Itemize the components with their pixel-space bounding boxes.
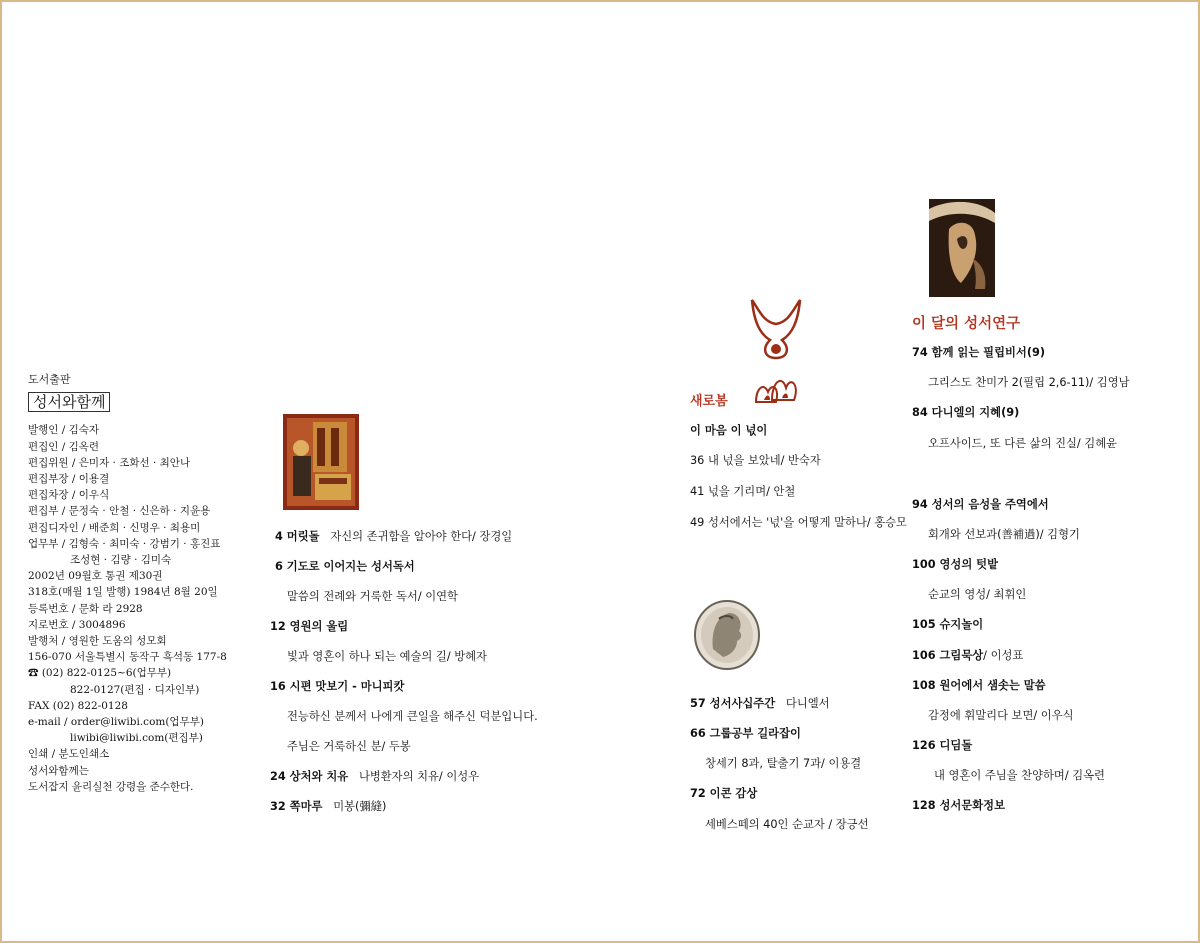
toc-entry-sub[interactable]: 그리스도 찬미가 2(필립 2,6-11)/ 김영남 xyxy=(928,376,1130,389)
colophon-line: 822-0127(편집 · 디자인부) xyxy=(70,683,200,696)
colophon-line: 2002년 09월호 통권 제30권 xyxy=(28,570,163,583)
toc-entry-sub[interactable]: 41 넋을 기리며/ 안철 xyxy=(690,485,796,498)
colophon-line: 편집차장 / 이우식 xyxy=(28,489,110,502)
entry-number: 57 성서사십주간 xyxy=(690,697,776,710)
toc-entry-sub[interactable]: 49 성서에서는 '넋'을 어떻게 말하나/ 홍승모 xyxy=(690,516,907,529)
toc-entry[interactable]: 6 기도로 이어지는 성서독서 xyxy=(275,560,415,573)
toc-entry-sub[interactable]: 주님은 거룩하신 분/ 두봉 xyxy=(287,740,411,753)
toc-entry-sub[interactable]: 회개와 선보과(善補過)/ 김형기 xyxy=(928,528,1080,541)
publisher-logo: 성서와함께 xyxy=(28,392,110,412)
figure-artwork-image xyxy=(929,199,995,297)
colophon-line: 편집부장 / 이용결 xyxy=(28,473,110,486)
colophon-line: 업무부 / 김형숙 · 최미숙 · 강범기 · 홍진표 xyxy=(28,537,221,550)
colophon-line: 편집디자인 / 배준희 · 신명우 · 최용미 xyxy=(28,521,201,534)
entry-title: 다니엘서 xyxy=(785,697,830,710)
toc-entry[interactable] xyxy=(690,695,830,711)
toc-entry-sub[interactable]: 감정에 휘말리다 보면/ 이우식 xyxy=(928,709,1074,722)
section-heading-saerobom: 새로봄 xyxy=(690,394,728,409)
colophon-line: 발행인 / 김숙자 xyxy=(28,424,100,437)
toc-entry[interactable] xyxy=(912,647,1023,663)
publisher-info xyxy=(28,372,227,795)
colophon-line: 발행처 / 영원한 도움의 성모회 xyxy=(28,635,167,648)
toc-entry-sub[interactable]: 말씀의 전례와 거룩한 독서/ 이연학 xyxy=(287,590,458,603)
toc-entry[interactable]: 이 마음 이 넋이 xyxy=(690,424,768,437)
entry-number: 24 상처와 치유 xyxy=(270,770,349,783)
toc-entry-sub[interactable]: 순교의 영성/ 최휘인 xyxy=(928,588,1027,601)
toc-entry-sub[interactable]: 오프사이드, 또 다른 삶의 진실/ 김혜윤 xyxy=(928,437,1118,450)
toc-entry[interactable]: 16 시편 맛보기 - 마니피캇 xyxy=(270,680,405,693)
toc-entry[interactable]: 66 그룹공부 길라잡이 xyxy=(690,727,801,740)
toc-entry[interactable] xyxy=(275,528,512,544)
colophon-line: 등록번호 / 문화 라 2928 xyxy=(28,602,143,615)
toc-entry[interactable]: 84 다니엘의 지혜(9) xyxy=(912,406,1020,419)
colophon-line: e-mail / order@liwibi.com(업무부) xyxy=(28,716,204,729)
colophon-line: 318호(매월 1일 발행) 1984년 8월 20일 xyxy=(28,586,218,599)
colophon-line: 인쇄 / 분도인쇄소 xyxy=(28,748,110,761)
toc-entry[interactable]: 12 영원의 울림 xyxy=(270,620,349,633)
toc-entry-sub[interactable]: 전능하신 분께서 나에게 큰일을 해주신 덕분입니다. xyxy=(287,710,538,723)
colophon-line: 조성현 · 김량 · 김미숙 xyxy=(70,554,172,567)
toc-entry-sub[interactable]: 36 내 넋을 보았네/ 반숙자 xyxy=(690,454,821,467)
colophon-line: FAX (02) 822-0128 xyxy=(28,699,128,712)
dove-icon xyxy=(742,292,812,412)
toc-entry-sub[interactable]: 빛과 영혼이 하나 되는 예술의 길/ 방혜자 xyxy=(287,650,487,663)
icon-painting-image xyxy=(283,414,359,510)
colophon-line: 156-070 서울특별시 동작구 흑석동 177-8 xyxy=(28,651,227,664)
toc-entry-sub[interactable]: 세베스떼의 40인 순교자 / 장긍선 xyxy=(705,818,869,831)
toc-entry[interactable]: 72 이콘 감상 xyxy=(690,787,758,800)
toc-entry[interactable]: 126 디딤돌 xyxy=(912,739,973,752)
toc-entry-sub[interactable]: 내 영혼이 주님을 찬양하며/ 김옥련 xyxy=(934,769,1105,782)
toc-entry[interactable] xyxy=(270,768,479,784)
coin-image xyxy=(693,599,761,671)
toc-entry[interactable]: 105 슈지놀이 xyxy=(912,618,984,631)
colophon-line: 편집부 / 문정숙 · 안철 · 신은하 · 지윤용 xyxy=(28,505,211,518)
toc-entry[interactable]: 108 원어에서 샘솟는 말씀 xyxy=(912,679,1046,692)
colophon-line: 도서잡지 윤리실천 강령을 준수한다. xyxy=(28,780,194,793)
publisher-kind: 도서출판 xyxy=(28,373,71,386)
entry-title: 자신의 존귀함을 알아야 한다/ 장경일 xyxy=(330,530,513,543)
colophon-line: liwibi@liwibi.com(편집부) xyxy=(70,732,203,745)
colophon-line: 편집위원 / 은미자 · 조화선 · 최안나 xyxy=(28,456,191,469)
colophon-line: 편집인 / 김옥련 xyxy=(28,440,100,453)
section-heading-bible-study: 이 달의 성서연구 xyxy=(912,316,1021,332)
colophon-line: 지로번호 / 3004896 xyxy=(28,618,126,631)
entry-title: / 이성표 xyxy=(983,649,1024,662)
toc-entry[interactable] xyxy=(270,798,386,814)
entry-title: 미봉(彌縫) xyxy=(333,800,387,813)
entry-number: 32 쪽마루 xyxy=(270,800,323,813)
toc-entry[interactable]: 128 성서문화정보 xyxy=(912,799,1005,812)
entry-number: 106 그림묵상 xyxy=(912,649,984,662)
colophon-line: ☎ (02) 822-0125~6(업무부) xyxy=(28,667,172,680)
entry-number: 4 머릿돌 xyxy=(275,530,320,543)
toc-entry[interactable]: 74 함께 읽는 필립비서(9) xyxy=(912,346,1046,359)
toc-entry-sub[interactable]: 창세기 8과, 탈출기 7과/ 이용결 xyxy=(705,757,862,770)
entry-title: 나병환자의 치유/ 이성우 xyxy=(358,770,480,783)
toc-entry[interactable]: 94 성서의 음성을 주역에서 xyxy=(912,498,1049,511)
toc-entry[interactable]: 100 영성의 텃밭 xyxy=(912,558,999,571)
colophon-line: 성서와함께는 xyxy=(28,764,89,777)
